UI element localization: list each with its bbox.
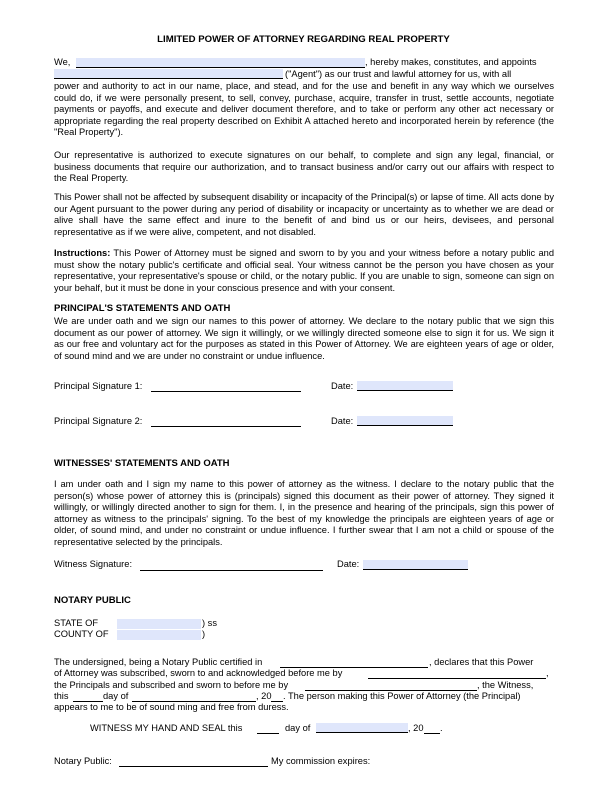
principal-oath-paragraph: We are under oath and we sign our names to this power of attorney. We declare to the notary public that we sign this document as our power of attorney. We sign it willingly, or we willingly directed someone else to sign it for us. We sign it as our free and voluntary act for the purposes as stated in this Power of Attorney. We are eighteen years of age or older, of sound mind and we are under no constraint or undue influence. (54, 316, 554, 361)
witness-hand-dayof: day of (285, 723, 311, 733)
notary-line-4-end: . The person making this Power of Attorney (the Principal) (283, 691, 521, 701)
witness-oath-paragraph: I am under oath and I sign my name to this power of attorney as the witness. I declare to the notary public that the person(s) whose power of attorney this is (principals) signed this document as their power of attorney. They signed it willingly, or willingly directed another to sign for them. I, in the presence and hearing of the principals, sign this power of attorney as witness to the principals' signing. To the best of my knowledge the principals are eighteen years of age or older, of sound mind, and under no constraint or undue influence. I further swear that I am not a child or spouse of the representative selected by the principals. (54, 479, 554, 547)
principal-date-1-field[interactable] (357, 381, 453, 391)
commission-expires-label: My commission expires: (271, 756, 371, 766)
notary-public-signature-line[interactable] (119, 766, 268, 767)
ss-label: ) ss (202, 618, 217, 628)
witness-date-label: Date: (337, 559, 360, 569)
witness-hand-text: WITNESS MY HAND AND SEAL this (90, 723, 243, 733)
state-of-label: STATE OF (54, 618, 99, 628)
notary-line-2-text: of Attorney was subscribed, sworn to and acknowledged before me by (54, 668, 343, 678)
principal-date-2-label: Date: (331, 416, 354, 426)
intro-paragraph: power and authority to act in our name, place, and stead, and for the use and benefit in any way which we ourselves could do, if we were personally present, to sell, convey, purchase, acquire, transfer in trust, settle accounts, negotiate payments or payoffs, and execute and deliver document therefore, and to take or perform any other act necessary or appropriate regarding the real property described on Exhibit A attached hereto and incorporated herein by reference (the "Real Property"). (54, 81, 554, 138)
principal-signature-2-line[interactable] (151, 426, 301, 427)
county-field[interactable] (117, 630, 201, 640)
power-paragraph: This Power shall not be affected by subsequent disability or incapacity of the Principal(s) or lapse of time. All acts done by our Agent pursuant to the power during any period of disability or incapacity or uncertainty as to whether we are dead or alive shall have the same effect and inure to the benefit of and bind us or our heirs, devisees, and personal representative as if we were alive, competent, and not disabled. (54, 192, 554, 237)
seal-year-line[interactable] (424, 733, 440, 734)
instructions-text: This Power of Attorney must be signed and sworn to by you and your witness before a notary public and must show the notary public's certificate and official seal. Your witness cannot be the person you have chosen as your representative, your representative's spouse or child, or the notary public. If you are unable to sign, someone can sign on your behalf, but it must be done in your conscious presence and with your consent. (54, 248, 554, 293)
instructions-paragraph (54, 248, 554, 294)
witness-date-field[interactable] (363, 560, 468, 570)
principal-date-1-label: Date: (331, 381, 354, 391)
intro-agent-text: ("Agent") as our trust and lawful attorney for us, with all (285, 69, 512, 79)
state-field[interactable] (117, 619, 201, 629)
principal-names-field[interactable] (76, 58, 365, 68)
witness-signature-line[interactable] (140, 570, 323, 571)
principal-signature-2-label: Principal Signature 2: (54, 416, 143, 426)
witness-signature-label: Witness Signature: (54, 559, 133, 569)
county-of-label: COUNTY OF (54, 629, 109, 639)
notary-public-label: Notary Public: (54, 756, 112, 766)
witness-hand-year: , 20 (408, 723, 424, 733)
witness-hand-period: . (440, 723, 443, 733)
notary-line-4-this: this (54, 691, 69, 701)
county-paren: ) (202, 629, 206, 639)
principal-heading: PRINCIPAL'S STATEMENTS AND OATH (54, 303, 231, 314)
witness-heading: WITNESSES' STATEMENTS AND OATH (54, 458, 230, 469)
notary-line-4-dayof: day of (103, 691, 129, 701)
seal-day-line[interactable] (257, 733, 279, 734)
instructions-label: Instructions: (54, 248, 111, 258)
notary-line-2-end: , (546, 668, 549, 678)
notary-line-3-text: the Principals and subscribed and sworn to before me by (54, 680, 289, 690)
agent-name-field[interactable] (54, 69, 283, 79)
notary-line-1-end: , declares that this Power (429, 657, 534, 667)
authority-paragraph: Our representative is authorized to execute signatures on our behalf, to complete and sign any legal, financial, or business documents that require our authorization, and to transact business and/or carry out our affairs with respect to the Real Property. (54, 150, 554, 184)
document-title: LIMITED POWER OF ATTORNEY REGARDING REAL PROPERTY (157, 34, 450, 45)
seal-month-field[interactable] (316, 723, 408, 733)
intro-we-label: We, (54, 57, 71, 67)
principal-date-2-field[interactable] (357, 416, 453, 426)
principals-name-line[interactable] (368, 678, 546, 679)
notary-line-3-end: , the Witness, (477, 680, 534, 690)
notary-line-5-text: appears to me to be of sound ming and free from duress. (54, 702, 289, 712)
principal-signature-1-line[interactable] (151, 391, 301, 392)
notary-line-4-year: , 20 (256, 691, 272, 701)
notary-heading: NOTARY PUBLIC (54, 595, 131, 606)
notary-line-1-text: The undersigned, being a Notary Public certified in (54, 657, 263, 667)
principal-signature-1-label: Principal Signature 1: (54, 381, 143, 391)
intro-hereby-text: , hereby makes, constitutes, and appoints (365, 57, 537, 67)
